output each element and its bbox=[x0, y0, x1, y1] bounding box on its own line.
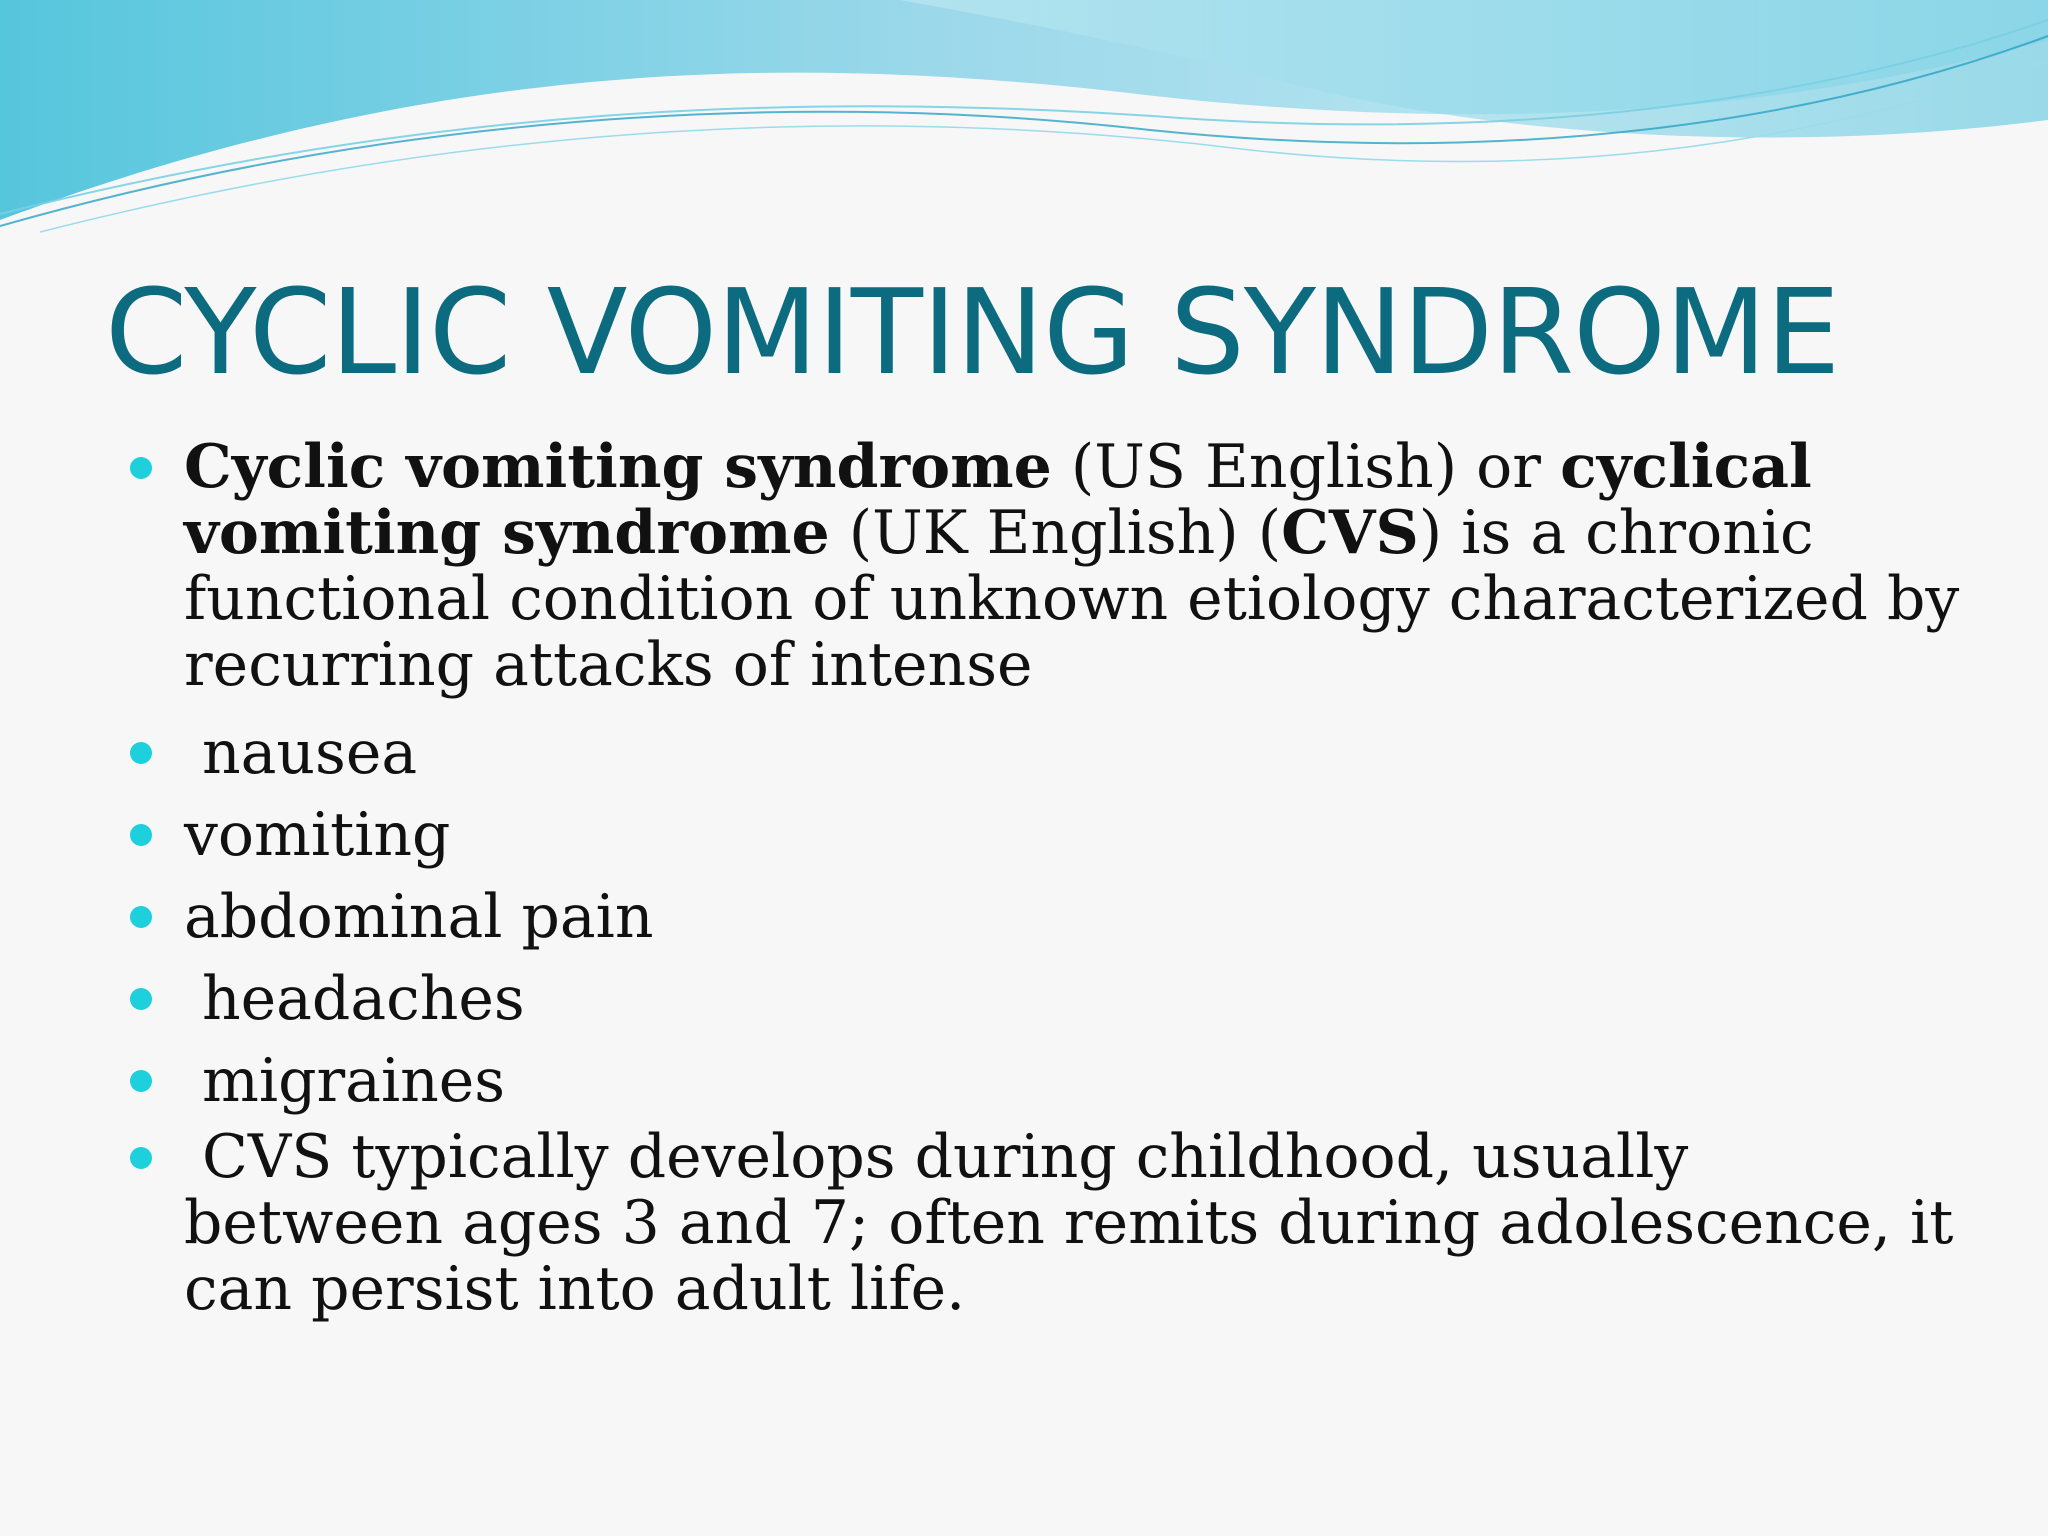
symptom-text: abdominal pain bbox=[184, 882, 654, 952]
symptom-text: nausea bbox=[202, 718, 418, 788]
bullet-dot-icon bbox=[130, 457, 152, 479]
bullet-symptom bbox=[126, 958, 1966, 1040]
bullet-symptom bbox=[126, 1040, 1966, 1122]
term-us-english: Cyclic vomiting syndrome bbox=[184, 432, 1052, 502]
bullet-list bbox=[126, 434, 1966, 1322]
bullet-definition bbox=[126, 434, 1966, 698]
onset-text: CVS typically develops during childhood, usually between ages 3 and 7; often remits during adolescence, it can persist into adult life. bbox=[184, 1122, 1954, 1324]
term-abbreviation: CVS bbox=[1281, 498, 1419, 568]
bullet-symptom bbox=[126, 712, 1966, 794]
bullet-onset bbox=[126, 1124, 1966, 1322]
bullet-symptom bbox=[126, 794, 1966, 876]
bullet-dot-icon bbox=[130, 824, 152, 846]
definition-text-2: (UK English) ( bbox=[829, 498, 1282, 568]
bullet-dot-icon bbox=[130, 988, 152, 1010]
symptom-text: headaches bbox=[202, 964, 525, 1034]
term-uk-english: cyclical vomiting syndrome bbox=[184, 432, 1812, 568]
symptom-text: vomiting bbox=[184, 800, 451, 870]
symptom-text: migraines bbox=[202, 1046, 506, 1116]
slide-title: CYCLIC VOMITING SYNDROME bbox=[105, 263, 1840, 401]
bullet-symptom bbox=[126, 876, 1966, 958]
header-wave-decoration bbox=[0, 0, 2048, 240]
definition-text-3: ) is a chronic functional condition of unknown etiology characterized by recurring attacks of intense bbox=[184, 498, 1960, 700]
bullet-dot-icon bbox=[130, 742, 152, 764]
bullet-dot-icon bbox=[130, 1070, 152, 1092]
definition-text-1: (US English) or bbox=[1051, 432, 1561, 502]
bullet-dot-icon bbox=[130, 906, 152, 928]
bullet-dot-icon bbox=[130, 1147, 152, 1169]
